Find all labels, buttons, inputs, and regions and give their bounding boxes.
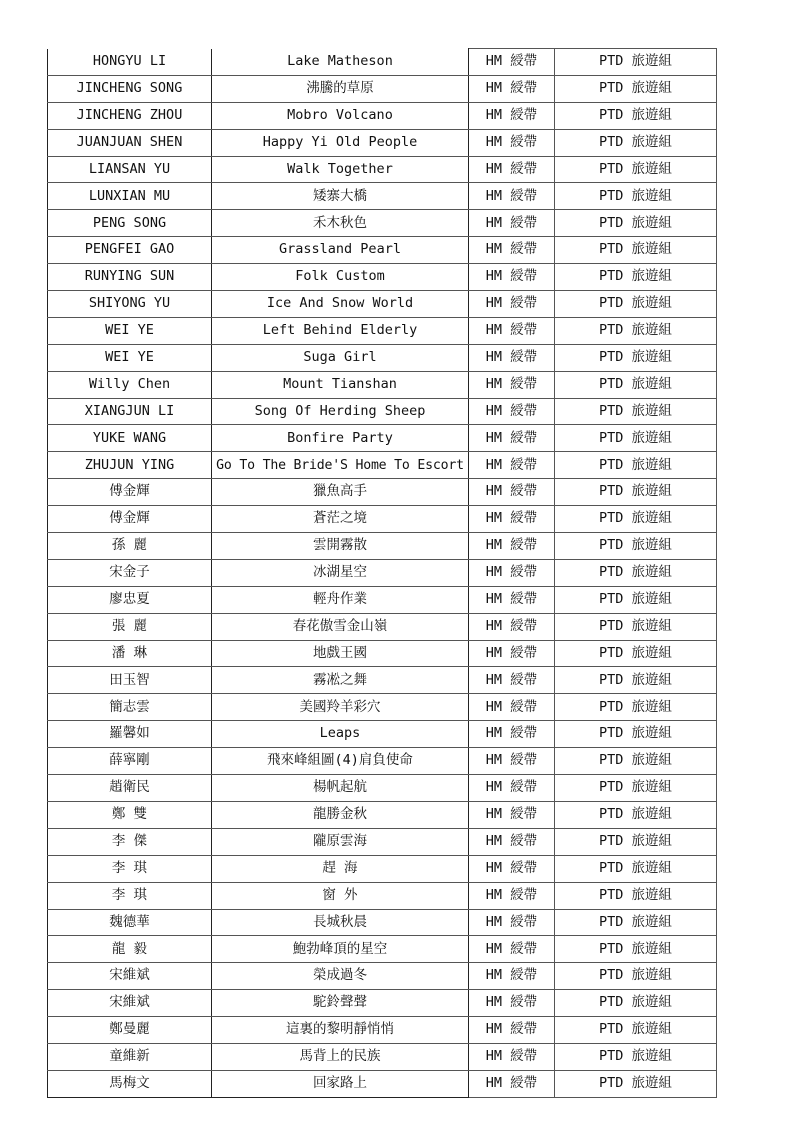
table-row [48, 264, 717, 291]
award-cell: HM 綬帶 [469, 49, 555, 76]
award-cell: HM 綬帶 [469, 425, 555, 452]
photo-title: 龍勝金秋 [212, 801, 469, 828]
photo-title: 輕舟作業 [212, 586, 469, 613]
award-cell: HM 綬帶 [469, 990, 555, 1017]
award-cell: HM 綬帶 [469, 613, 555, 640]
entrant-name: 李 琪 [48, 882, 212, 909]
entrant-name: JUANJUAN SHEN [48, 129, 212, 156]
table-row [48, 667, 717, 694]
table-row [48, 317, 717, 344]
table-row [48, 694, 717, 721]
award-cell: HM 綬帶 [469, 882, 555, 909]
photo-title: Mount Tianshan [212, 371, 469, 398]
category-cell: PTD 旅遊組 [555, 506, 717, 533]
entrant-name: HONGYU LI [48, 49, 212, 76]
table-row [48, 479, 717, 506]
table-row [48, 613, 717, 640]
entrant-name: Willy Chen [48, 371, 212, 398]
table-row [48, 936, 717, 963]
photo-title: Walk Together [212, 156, 469, 183]
photo-title: 美國羚羊彩穴 [212, 694, 469, 721]
table-row [48, 775, 717, 802]
entrant-name: 魏德華 [48, 909, 212, 936]
award-cell: HM 綬帶 [469, 1070, 555, 1097]
table-row [48, 1070, 717, 1097]
photo-title: 回家路上 [212, 1070, 469, 1097]
photo-title: 窗 外 [212, 882, 469, 909]
photo-title: Grassland Pearl [212, 237, 469, 264]
category-cell: PTD 旅遊組 [555, 882, 717, 909]
photo-title: 獵魚高手 [212, 479, 469, 506]
category-cell: PTD 旅遊組 [555, 398, 717, 425]
award-cell: HM 綬帶 [469, 748, 555, 775]
photo-title: Ice And Snow World [212, 291, 469, 318]
category-cell: PTD 旅遊組 [555, 452, 717, 479]
table-row [48, 721, 717, 748]
category-cell: PTD 旅遊組 [555, 1017, 717, 1044]
table-row [48, 156, 717, 183]
entrant-name: PENG SONG [48, 210, 212, 237]
category-cell: PTD 旅遊組 [555, 828, 717, 855]
category-cell: PTD 旅遊組 [555, 721, 717, 748]
category-cell: PTD 旅遊組 [555, 479, 717, 506]
entrant-name: 龍 毅 [48, 936, 212, 963]
photo-title: 矮寨大橋 [212, 183, 469, 210]
results-table-body [48, 49, 717, 1098]
category-cell: PTD 旅遊組 [555, 1043, 717, 1070]
entrant-name: 孫 麗 [48, 533, 212, 560]
entrant-name: 傅金輝 [48, 506, 212, 533]
entrant-name: 薛寧剛 [48, 748, 212, 775]
category-cell: PTD 旅遊組 [555, 613, 717, 640]
award-cell: HM 綬帶 [469, 75, 555, 102]
photo-title: Leaps [212, 721, 469, 748]
award-cell: HM 綬帶 [469, 398, 555, 425]
award-cell: HM 綬帶 [469, 855, 555, 882]
award-cell: HM 綬帶 [469, 156, 555, 183]
category-cell: PTD 旅遊組 [555, 129, 717, 156]
entrant-name: YUKE WANG [48, 425, 212, 452]
table-row [48, 49, 717, 76]
photo-title: 雲開霧散 [212, 533, 469, 560]
entrant-name: LIANSAN YU [48, 156, 212, 183]
category-cell: PTD 旅遊組 [555, 775, 717, 802]
category-cell: PTD 旅遊組 [555, 559, 717, 586]
photo-title: Bonfire Party [212, 425, 469, 452]
category-cell: PTD 旅遊組 [555, 990, 717, 1017]
award-cell: HM 綬帶 [469, 317, 555, 344]
category-cell: PTD 旅遊組 [555, 855, 717, 882]
award-cell: HM 綬帶 [469, 909, 555, 936]
table-row [48, 75, 717, 102]
table-row [48, 801, 717, 828]
category-cell: PTD 旅遊組 [555, 183, 717, 210]
entrant-name: 潘 琳 [48, 640, 212, 667]
entrant-name: PENGFEI GAO [48, 237, 212, 264]
category-cell: PTD 旅遊組 [555, 264, 717, 291]
entrant-name: WEI YE [48, 317, 212, 344]
table-row [48, 640, 717, 667]
entrant-name: 李 傑 [48, 828, 212, 855]
photo-title: 楊帆起航 [212, 775, 469, 802]
table-row [48, 183, 717, 210]
photo-title: Suga Girl [212, 344, 469, 371]
category-cell: PTD 旅遊組 [555, 156, 717, 183]
table-row [48, 748, 717, 775]
category-cell: PTD 旅遊組 [555, 640, 717, 667]
award-cell: HM 綬帶 [469, 1017, 555, 1044]
results-table [47, 48, 717, 1098]
photo-title: 趕 海 [212, 855, 469, 882]
category-cell: PTD 旅遊組 [555, 102, 717, 129]
category-cell: PTD 旅遊組 [555, 291, 717, 318]
category-cell: PTD 旅遊組 [555, 344, 717, 371]
category-cell: PTD 旅遊組 [555, 533, 717, 560]
photo-title: 飛來峰組圖(4)肩負使命 [212, 748, 469, 775]
table-row [48, 398, 717, 425]
entrant-name: 李 琪 [48, 855, 212, 882]
photo-title: Mobro Volcano [212, 102, 469, 129]
award-cell: HM 綬帶 [469, 291, 555, 318]
category-cell: PTD 旅遊組 [555, 801, 717, 828]
table-row [48, 210, 717, 237]
award-cell: HM 綬帶 [469, 1043, 555, 1070]
photo-title: 鮑勃峰頂的星空 [212, 936, 469, 963]
award-cell: HM 綬帶 [469, 936, 555, 963]
award-cell: HM 綬帶 [469, 586, 555, 613]
photo-title: 隴原雲海 [212, 828, 469, 855]
table-row [48, 1043, 717, 1070]
award-cell: HM 綬帶 [469, 801, 555, 828]
award-cell: HM 綬帶 [469, 506, 555, 533]
table-row [48, 586, 717, 613]
photo-title: 地戲王國 [212, 640, 469, 667]
award-cell: HM 綬帶 [469, 210, 555, 237]
table-row [48, 533, 717, 560]
photo-title: 長城秋晨 [212, 909, 469, 936]
table-row [48, 963, 717, 990]
award-cell: HM 綬帶 [469, 237, 555, 264]
photo-title: 蒼茫之境 [212, 506, 469, 533]
award-cell: HM 綬帶 [469, 775, 555, 802]
entrant-name: JINCHENG SONG [48, 75, 212, 102]
photo-title: 沸騰的草原 [212, 75, 469, 102]
table-row [48, 102, 717, 129]
award-cell: HM 綬帶 [469, 452, 555, 479]
photo-title: 霧凇之舞 [212, 667, 469, 694]
photo-title: Happy Yi Old People [212, 129, 469, 156]
photo-title: 這裏的黎明靜悄悄 [212, 1017, 469, 1044]
results-sheet [47, 48, 717, 1098]
award-cell: HM 綬帶 [469, 264, 555, 291]
photo-title: Folk Custom [212, 264, 469, 291]
award-cell: HM 綬帶 [469, 963, 555, 990]
entrant-name: 田玉智 [48, 667, 212, 694]
category-cell: PTD 旅遊組 [555, 317, 717, 344]
category-cell: PTD 旅遊組 [555, 75, 717, 102]
photo-title: 禾木秋色 [212, 210, 469, 237]
entrant-name: 宋維斌 [48, 963, 212, 990]
award-cell: HM 綬帶 [469, 721, 555, 748]
entrant-name: 張 麗 [48, 613, 212, 640]
photo-title: 榮成過冬 [212, 963, 469, 990]
photo-title: 馬背上的民族 [212, 1043, 469, 1070]
entrant-name: 傅金輝 [48, 479, 212, 506]
table-row [48, 882, 717, 909]
table-row [48, 452, 717, 479]
table-row [48, 371, 717, 398]
photo-title: Go To The Bride'S Home To Escort [212, 452, 469, 479]
award-cell: HM 綬帶 [469, 640, 555, 667]
table-row [48, 1017, 717, 1044]
entrant-name: 宋金子 [48, 559, 212, 586]
award-cell: HM 綬帶 [469, 479, 555, 506]
category-cell: PTD 旅遊組 [555, 694, 717, 721]
category-cell: PTD 旅遊組 [555, 936, 717, 963]
table-row [48, 559, 717, 586]
photo-title: Left Behind Elderly [212, 317, 469, 344]
entrant-name: JINCHENG ZHOU [48, 102, 212, 129]
photo-title: Song Of Herding Sheep [212, 398, 469, 425]
award-cell: HM 綬帶 [469, 371, 555, 398]
award-cell: HM 綬帶 [469, 828, 555, 855]
entrant-name: 童維新 [48, 1043, 212, 1070]
photo-title: Lake Matheson [212, 49, 469, 76]
table-row [48, 506, 717, 533]
award-cell: HM 綬帶 [469, 129, 555, 156]
entrant-name: SHIYONG YU [48, 291, 212, 318]
photo-title: 冰湖星空 [212, 559, 469, 586]
award-cell: HM 綬帶 [469, 344, 555, 371]
entrant-name: RUNYING SUN [48, 264, 212, 291]
table-row [48, 855, 717, 882]
award-cell: HM 綬帶 [469, 102, 555, 129]
category-cell: PTD 旅遊組 [555, 748, 717, 775]
table-row [48, 828, 717, 855]
entrant-name: XIANGJUN LI [48, 398, 212, 425]
category-cell: PTD 旅遊組 [555, 210, 717, 237]
entrant-name: 趙衛民 [48, 775, 212, 802]
photo-title: 春花傲雪金山嶺 [212, 613, 469, 640]
entrant-name: ZHUJUN YING [48, 452, 212, 479]
entrant-name: 馬梅文 [48, 1070, 212, 1097]
entrant-name: WEI YE [48, 344, 212, 371]
category-cell: PTD 旅遊組 [555, 667, 717, 694]
entrant-name: LUNXIAN MU [48, 183, 212, 210]
award-cell: HM 綬帶 [469, 694, 555, 721]
table-row [48, 291, 717, 318]
category-cell: PTD 旅遊組 [555, 425, 717, 452]
entrant-name: 羅馨如 [48, 721, 212, 748]
entrant-name: 簡志雲 [48, 694, 212, 721]
category-cell: PTD 旅遊組 [555, 237, 717, 264]
award-cell: HM 綬帶 [469, 183, 555, 210]
category-cell: PTD 旅遊組 [555, 909, 717, 936]
table-row [48, 344, 717, 371]
table-row [48, 237, 717, 264]
award-cell: HM 綬帶 [469, 667, 555, 694]
photo-title: 駝鈴聲聲 [212, 990, 469, 1017]
category-cell: PTD 旅遊組 [555, 49, 717, 76]
table-row [48, 909, 717, 936]
award-cell: HM 綬帶 [469, 559, 555, 586]
table-row [48, 990, 717, 1017]
entrant-name: 鄭 雙 [48, 801, 212, 828]
entrant-name: 廖忠夏 [48, 586, 212, 613]
category-cell: PTD 旅遊組 [555, 586, 717, 613]
award-cell: HM 綬帶 [469, 533, 555, 560]
category-cell: PTD 旅遊組 [555, 371, 717, 398]
entrant-name: 宋維斌 [48, 990, 212, 1017]
table-row [48, 425, 717, 452]
entrant-name: 鄭曼麗 [48, 1017, 212, 1044]
category-cell: PTD 旅遊組 [555, 963, 717, 990]
category-cell: PTD 旅遊組 [555, 1070, 717, 1097]
table-row [48, 129, 717, 156]
